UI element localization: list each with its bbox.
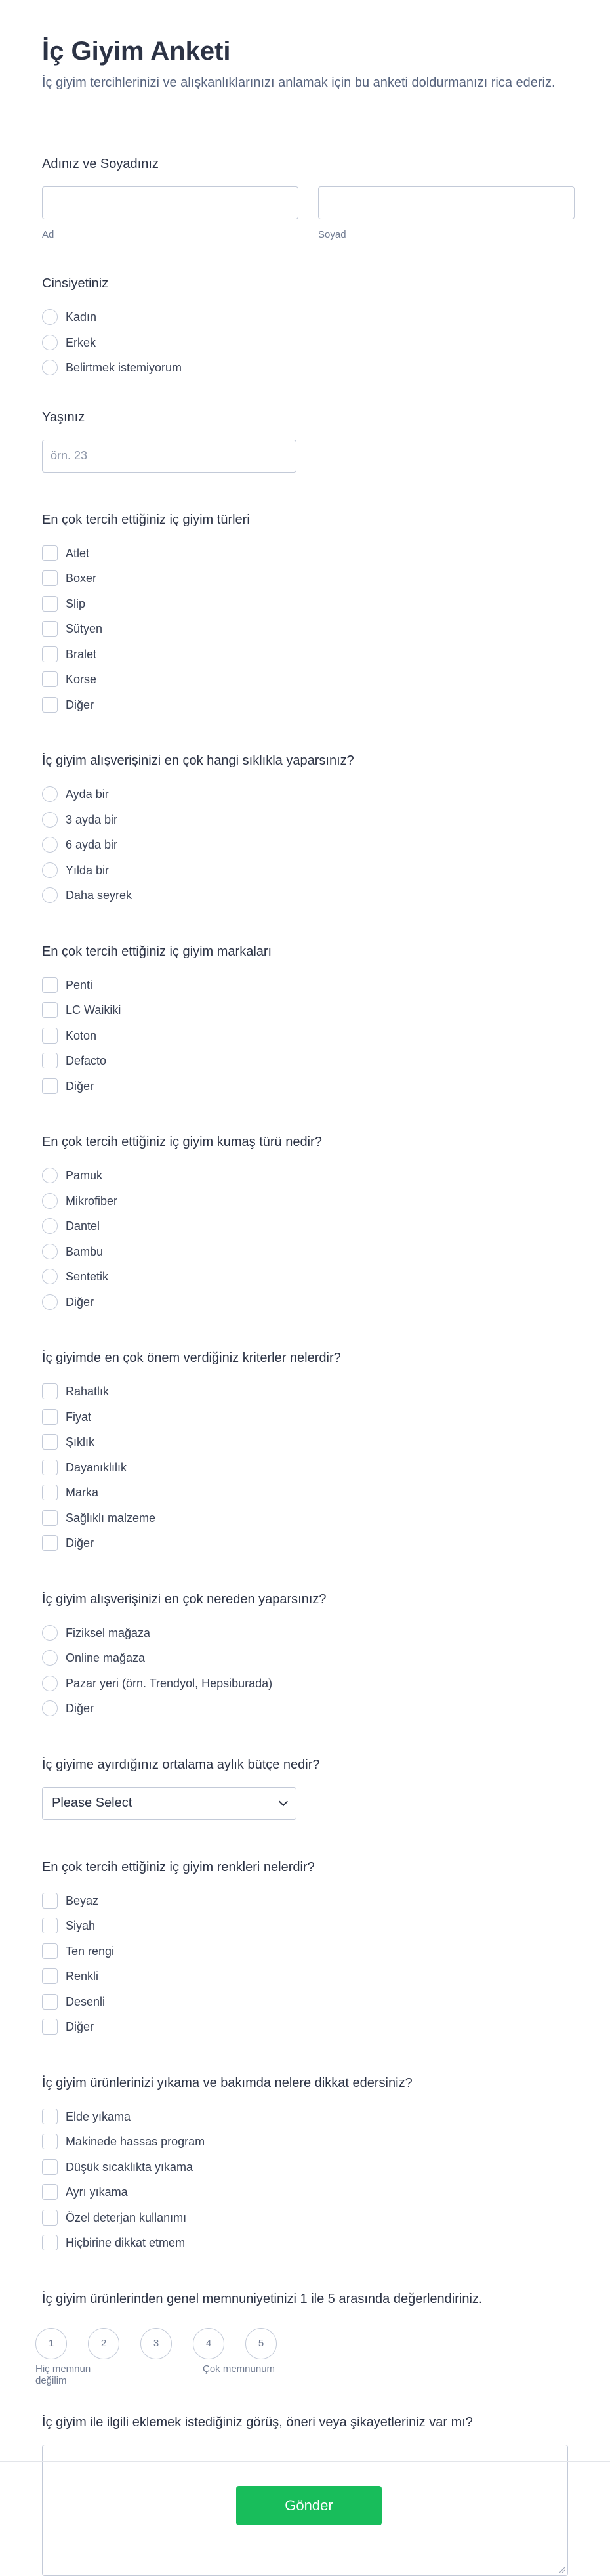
question-budget xyxy=(42,1756,568,1820)
option-label: Beyaz xyxy=(66,1893,99,1907)
option-label: Penti xyxy=(66,978,93,992)
checkbox[interactable] xyxy=(42,1002,58,1018)
submit-button[interactable]: Gönder xyxy=(236,2486,382,2525)
radio-button[interactable] xyxy=(42,1218,58,1234)
checkbox[interactable] xyxy=(42,2134,58,2149)
checkbox-option[interactable] xyxy=(42,1048,568,1074)
checkbox-option[interactable] xyxy=(42,973,568,998)
option-label: Diğer xyxy=(66,2020,94,2034)
form-body xyxy=(0,155,610,2576)
option-label: Fiyat xyxy=(66,1410,92,1424)
option-label: Pamuk xyxy=(66,1169,103,1183)
radio-button[interactable] xyxy=(42,335,58,350)
question-label: En çok tercih ettiğiniz iç giyim kumaş türü nedir? xyxy=(42,1135,322,1149)
radio-option[interactable] xyxy=(42,1264,568,1290)
rating-high-caption: Çok memnunum xyxy=(203,2363,275,2375)
question-age xyxy=(42,408,568,473)
option-label: Diğer xyxy=(66,1536,94,1550)
radio-button[interactable] xyxy=(42,1294,58,1310)
radio-option[interactable] xyxy=(42,883,568,908)
form-footer xyxy=(0,2461,610,2560)
option-label: Boxer xyxy=(66,572,97,585)
care-options xyxy=(42,2104,568,2256)
rating-option[interactable]: 4 xyxy=(193,2328,224,2359)
radio-button[interactable] xyxy=(42,812,58,828)
brands-options xyxy=(42,973,568,1099)
question-types xyxy=(42,511,568,718)
option-label: Kadın xyxy=(66,310,97,324)
option-label: Koton xyxy=(66,1028,97,1042)
option-label: Sentetik xyxy=(66,1270,109,1284)
checkbox[interactable] xyxy=(42,1968,58,1984)
checkbox[interactable] xyxy=(42,570,58,586)
first-name-input[interactable] xyxy=(42,186,298,219)
option-label: Ten rengi xyxy=(66,1944,115,1958)
checkbox-option[interactable] xyxy=(42,1989,568,2015)
budget-select-value: Please Select xyxy=(52,1796,132,1810)
question-label: İç giyim ile ilgili eklemek istediğiniz görüş, öneri veya şikayetleriniz var mı? xyxy=(42,2415,473,2430)
checkbox-option[interactable] xyxy=(42,1913,568,1939)
question-brands xyxy=(42,942,568,1099)
name-row xyxy=(42,186,568,242)
question-label: İç giyim ürünlerinden genel memnuniyetinizi 1 ile 5 arasında değerlendiriniz. xyxy=(42,2291,483,2306)
last-name-sublabel: Soyad xyxy=(318,229,346,240)
option-label: Dantel xyxy=(66,1219,100,1233)
checkbox-option[interactable] xyxy=(42,1480,568,1506)
option-label: Belirtmek istemiyorum xyxy=(66,361,182,375)
radio-option[interactable] xyxy=(42,1620,568,1646)
radio-option[interactable] xyxy=(42,1239,568,1265)
checkbox-option[interactable] xyxy=(42,2230,568,2256)
checkbox[interactable] xyxy=(42,2235,58,2250)
radio-button[interactable] xyxy=(42,837,58,853)
checkbox-option[interactable] xyxy=(42,1506,568,1531)
checkbox[interactable] xyxy=(42,1994,58,2010)
option-label: Özel deterjan kullanımı xyxy=(66,2210,187,2224)
checkbox[interactable] xyxy=(42,1893,58,1909)
question-colors xyxy=(42,1858,568,2040)
radio-option[interactable] xyxy=(42,858,568,883)
option-label: Yılda bir xyxy=(66,863,110,877)
form-title: İç Giyim Anketi xyxy=(42,37,231,66)
checkbox[interactable] xyxy=(42,545,58,561)
option-label: LC Waikiki xyxy=(66,1003,121,1017)
question-satisfaction xyxy=(35,2290,568,2390)
option-label: Siyah xyxy=(66,1919,96,1933)
checkbox-option[interactable] xyxy=(42,2205,568,2231)
radio-option[interactable] xyxy=(42,1671,568,1697)
question-label: En çok tercih ettiğiniz iç giyim türleri xyxy=(42,512,250,527)
question-label: İç giyim ürünlerinizi yıkama ve bakımda nelere dikkat edersiniz? xyxy=(42,2075,413,2090)
checkbox-option[interactable] xyxy=(42,2129,568,2155)
checkbox-option[interactable] xyxy=(42,1023,568,1049)
rating-option[interactable]: 2 xyxy=(88,2328,119,2359)
option-label: Pazar yeri (örn. Trendyol, Hepsiburada) xyxy=(66,1676,273,1690)
question-criteria xyxy=(42,1349,568,1556)
option-label: Düşük sıcaklıkta yıkama xyxy=(66,2160,193,2174)
question-label: Adınız ve Soyadınız xyxy=(42,157,159,171)
checkbox[interactable] xyxy=(42,1383,58,1399)
option-label: Şıklık xyxy=(66,1435,95,1449)
option-label: 6 ayda bir xyxy=(66,838,118,852)
rating-low-caption: Hiç memnun değilim xyxy=(35,2363,91,2386)
option-label: Online mağaza xyxy=(66,1651,146,1665)
checkbox-option[interactable] xyxy=(42,2104,568,2130)
checkbox[interactable] xyxy=(42,646,58,662)
option-label: Ayda bir xyxy=(66,788,109,801)
checkbox[interactable] xyxy=(42,2109,58,2124)
checkbox[interactable] xyxy=(42,1918,58,1933)
radio-option[interactable] xyxy=(42,1645,568,1671)
checkbox[interactable] xyxy=(42,1434,58,1450)
option-label: Marka xyxy=(66,1486,99,1500)
fabric-options xyxy=(42,1163,568,1315)
radio-button[interactable] xyxy=(42,1625,58,1641)
rating-option[interactable]: 3 xyxy=(140,2328,172,2359)
colors-options xyxy=(42,1888,568,2040)
radio-option[interactable] xyxy=(42,1214,568,1239)
option-label: Diğer xyxy=(66,1079,94,1093)
checkbox-option[interactable] xyxy=(42,1888,568,1914)
radio-button[interactable] xyxy=(42,786,58,802)
chevron-down-icon xyxy=(279,1796,288,1805)
checkbox-option[interactable] xyxy=(42,591,568,617)
checkbox[interactable] xyxy=(42,2184,58,2200)
radio-button[interactable] xyxy=(42,862,58,878)
frequency-options xyxy=(42,782,568,908)
option-label: Hiçbirine dikkat etmem xyxy=(66,2236,186,2250)
option-label: Elde yıkama xyxy=(66,2109,131,2123)
radio-button[interactable] xyxy=(42,1700,58,1716)
where-options xyxy=(42,1620,568,1721)
radio-option[interactable] xyxy=(42,1189,568,1214)
question-name xyxy=(42,155,568,242)
checkbox-option[interactable] xyxy=(42,1455,568,1481)
checkbox-option[interactable] xyxy=(42,541,568,566)
option-label: Sağlıklı malzeme xyxy=(66,1511,156,1525)
radio-button[interactable] xyxy=(42,360,58,375)
checkbox[interactable] xyxy=(42,697,58,713)
radio-option[interactable] xyxy=(42,832,568,858)
radio-option[interactable] xyxy=(42,305,568,330)
checkbox[interactable] xyxy=(42,2159,58,2175)
form-header xyxy=(0,0,610,125)
question-label: En çok tercih ettiğiniz iç giyim markaları xyxy=(42,944,272,959)
option-label: Bambu xyxy=(66,1244,104,1258)
option-label: Rahatlık xyxy=(66,1385,110,1399)
question-care xyxy=(42,2074,568,2256)
checkbox-option[interactable] xyxy=(42,566,568,591)
question-label: İç giyimde en çok önem verdiğiniz kriterler nelerdir? xyxy=(42,1351,341,1365)
checkbox[interactable] xyxy=(42,977,58,993)
radio-button[interactable] xyxy=(42,1168,58,1183)
option-label: Defacto xyxy=(66,1054,107,1068)
option-label: Daha seyrek xyxy=(66,889,132,902)
checkbox[interactable] xyxy=(42,1053,58,1068)
option-label: Ayrı yıkama xyxy=(66,2185,128,2199)
radio-button[interactable] xyxy=(42,1650,58,1666)
budget-select[interactable] xyxy=(42,1787,296,1820)
question-label: İç giyim alışverişinizi en çok hangi sıklıkla yaparsınız? xyxy=(42,753,354,768)
resize-grip-icon[interactable] xyxy=(558,2566,565,2573)
checkbox-option[interactable] xyxy=(42,1531,568,1556)
question-label: Yaşınız xyxy=(42,410,85,425)
radio-button[interactable] xyxy=(42,309,58,325)
radio-button[interactable] xyxy=(42,1244,58,1259)
first-name-col xyxy=(42,186,298,242)
option-label: 3 ayda bir xyxy=(66,813,118,826)
question-gender xyxy=(42,274,568,381)
question-label: İç giyime ayırdığınız ortalama aylık bütçe nedir? xyxy=(42,1757,320,1772)
question-where xyxy=(42,1590,568,1721)
gender-options xyxy=(42,305,568,381)
radio-option[interactable] xyxy=(42,1696,568,1721)
option-label: Makinede hassas program xyxy=(66,2135,205,2149)
option-label: Erkek xyxy=(66,335,96,349)
checkbox-option[interactable] xyxy=(42,2180,568,2205)
checkbox-option[interactable] xyxy=(42,616,568,642)
rating-scale xyxy=(35,2328,568,2359)
age-input[interactable] xyxy=(42,440,296,473)
question-frequency xyxy=(42,751,568,908)
option-label: Diğer xyxy=(66,698,94,711)
question-label: Cinsiyetiniz xyxy=(42,276,109,291)
option-label: Mikrofiber xyxy=(66,1194,118,1208)
checkbox-option[interactable] xyxy=(42,642,568,667)
checkbox-option[interactable] xyxy=(42,667,568,692)
radio-option[interactable] xyxy=(42,330,568,356)
checkbox-option[interactable] xyxy=(42,1964,568,1989)
checkbox-option[interactable] xyxy=(42,998,568,1023)
checkbox[interactable] xyxy=(42,1078,58,1094)
option-label: Diğer xyxy=(66,1295,94,1309)
option-label: Bralet xyxy=(66,647,97,661)
checkbox[interactable] xyxy=(42,1943,58,1959)
radio-button[interactable] xyxy=(42,1676,58,1691)
form-subtitle: İç giyim tercihlerinizi ve alışkanlıklarınızı anlamak için bu anketi doldurmanızı rica ederiz. xyxy=(42,75,556,90)
option-label: Dayanıklılık xyxy=(66,1460,127,1474)
radio-button[interactable] xyxy=(42,1269,58,1284)
checkbox-option[interactable] xyxy=(42,1074,568,1099)
option-label: Fiziksel mağaza xyxy=(66,1626,151,1639)
checkbox[interactable] xyxy=(42,671,58,687)
checkbox[interactable] xyxy=(42,621,58,637)
checkbox[interactable] xyxy=(42,1485,58,1500)
rating-option[interactable]: 5 xyxy=(245,2328,277,2359)
question-label: İç giyim alışverişinizi en çok nereden yaparsınız? xyxy=(42,1592,327,1607)
radio-button[interactable] xyxy=(42,1193,58,1209)
checkbox[interactable] xyxy=(42,1409,58,1425)
last-name-input[interactable] xyxy=(318,186,575,219)
checkbox[interactable] xyxy=(42,596,58,612)
radio-option[interactable] xyxy=(42,807,568,833)
first-name-sublabel: Ad xyxy=(42,229,54,240)
radio-option[interactable] xyxy=(42,1163,568,1189)
checkbox-option[interactable] xyxy=(42,1404,568,1430)
question-label: En çok tercih ettiğiniz iç giyim renkleri nelerdir? xyxy=(42,1859,315,1874)
checkbox-option[interactable] xyxy=(42,2155,568,2180)
checkbox-option[interactable] xyxy=(42,2014,568,2040)
checkbox[interactable] xyxy=(42,2210,58,2226)
option-label: Atlet xyxy=(66,546,90,560)
option-label: Renkli xyxy=(66,1970,99,1983)
option-label: Slip xyxy=(66,597,86,610)
last-name-col xyxy=(318,186,575,242)
checkbox-option[interactable] xyxy=(42,1379,568,1404)
checkbox[interactable] xyxy=(42,2019,58,2035)
radio-button[interactable] xyxy=(42,887,58,903)
criteria-options xyxy=(42,1379,568,1556)
checkbox[interactable] xyxy=(42,1028,58,1044)
option-label: Desenli xyxy=(66,1995,106,2008)
option-label: Sütyen xyxy=(66,622,103,636)
checkbox-option[interactable] xyxy=(42,1429,568,1455)
checkbox[interactable] xyxy=(42,1460,58,1475)
checkbox-option[interactable] xyxy=(42,1939,568,1964)
radio-option[interactable] xyxy=(42,1290,568,1315)
question-fabric xyxy=(42,1133,568,1315)
rating-option[interactable]: 1 xyxy=(35,2328,67,2359)
option-label: Korse xyxy=(66,673,97,686)
checkbox[interactable] xyxy=(42,1510,58,1526)
option-label: Diğer xyxy=(66,1702,94,1716)
radio-option[interactable] xyxy=(42,782,568,807)
radio-option[interactable] xyxy=(42,355,568,381)
checkbox[interactable] xyxy=(42,1535,58,1551)
checkbox-option[interactable] xyxy=(42,692,568,718)
types-options xyxy=(42,541,568,718)
rating-captions xyxy=(35,2363,568,2390)
